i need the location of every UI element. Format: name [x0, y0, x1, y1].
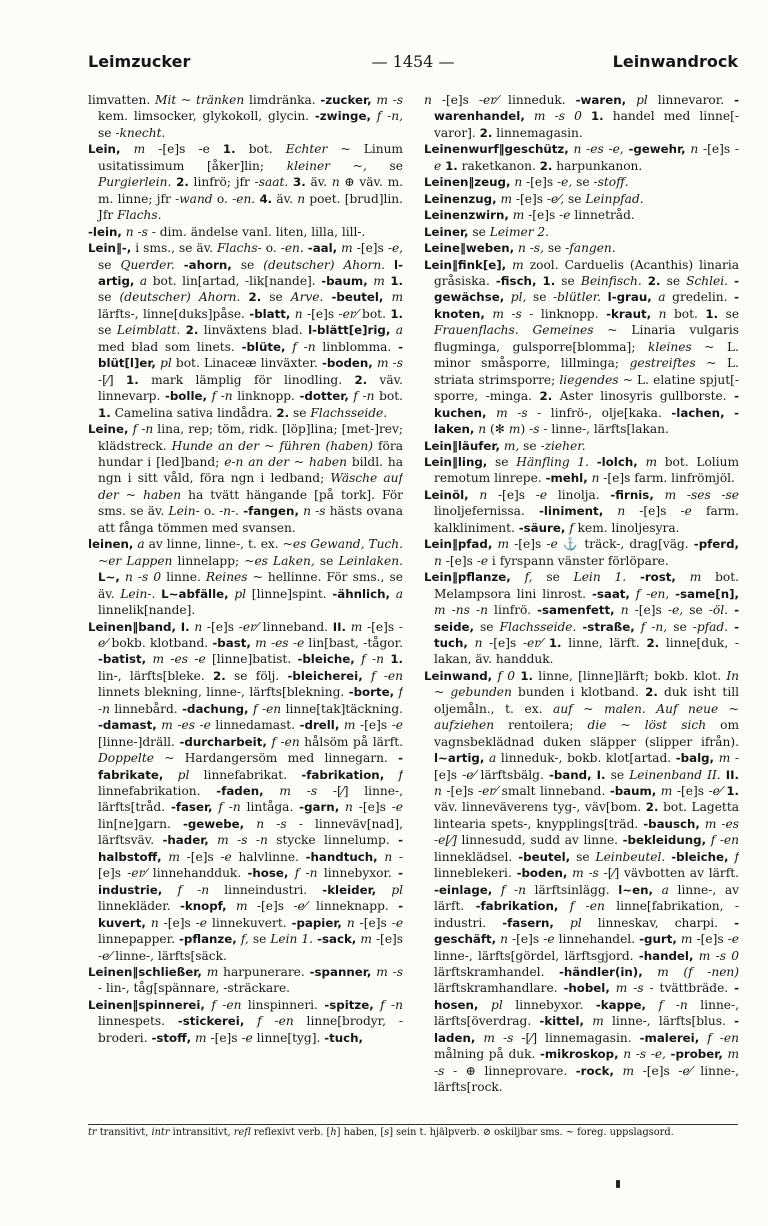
abbreviation-footer: tr transitivt, intr intransitivt, refl reflexivt verb. [h] haben, [s] sein t. hjälpverb. ⊘ oskiljbar sms. ~ foreg. uppslagsord. — [88, 1127, 674, 1138]
dictionary-entry: Lein, m -[e]s -e 1. bot. Echter ~ Linum usitatissimum [åker]lin; kleiner ~, se Purgierlein. 2. linfrö; jfr -saat. 3. äv. n ⊕ väv. m. m. linne; jfr -wand o. -en. 4. äv. n poet. [brud]lin. Jfr Flachs. — [88, 142, 403, 223]
dictionary-entry: Lein‖läufer, m, se -zieher. — [424, 438, 586, 453]
footer-rule — [88, 1124, 738, 1125]
dictionary-entry: -lein, n -s - dim. ändelse vanl. liten, lilla, lill-. — [88, 224, 366, 239]
dictionary-entry: Leinen‖zeug, n -[e]s -e, se -stoff. — [424, 175, 629, 190]
dictionary-entry: limvatten. Mit ~ tränken limdränka. -zucker, m -s kem. limsocker, glykokoll, glycin. -zwinge, f -n, se -knecht. — [88, 93, 403, 140]
dictionary-entry: Leinen‖spinnerei, f -en linspinneri. -spitze, f -n linnespets. -stickerei, f -en linne[brodyr, -broderi. -stoff, m -[e]s -e linne[tyg]. -tuch, — [88, 997, 403, 1045]
dictionary-entry: Leinenzug, m -[e]s -e⁄, se Leinpfad. — [424, 191, 644, 206]
page-mark — [616, 1180, 620, 1188]
dictionary-entry: Lein‖pfad, m -[e]s -e ⚓ träck-, drag[väg. -pferd, n -[e]s -e i fyrspann vänster förlöpare. — [424, 537, 739, 568]
dictionary-entry: Leinenzwirn, m -[e]s -e linnetråd. — [424, 208, 635, 223]
dictionary-entry: Lein‖fink[e], m zool. Carduelis (Acanthis) linaria gråsiska. -fisch, 1. se Beinfisch. 2. se Schlei. -gewächse, pl, se -blütler. l-grau, a gredelin. -knoten, m -s - linknopp. -kraut, n bot. 1. se Frauenflachs. Gemeines ~ Linaria vulgaris flugminga, gulsporre[blomma]; kleines ~ L. minor småsporre, lillminga; gestreiftes ~ L. striata strimsporre; liegendes ~ L. elatine spjut[-sporre, -minga. 2. Aster linosyris gullborste. -kuchen, m -s - linfrö-, olje[kaka. -lachen, -laken, n (✻ m) -s - linne-, lärfts[lakan. — [424, 257, 739, 437]
dictionary-entry: Lein‖ling, se Hänfling 1. -lolch, m bot. Lolium remotum linrepe. -mehl, n -[e]s farm. linfrömjöl. — [424, 454, 739, 486]
page-number: — 1454 — — [371, 52, 455, 71]
dictionary-entry: Leinöl, n -[e]s -e linolja. -firnis, m -ses -se linoljefernissa. -liniment, n -[e]s -e farm. kalkliniment. -säure, f kem. linoljesyra. — [424, 487, 739, 535]
left-column — [88, 92, 403, 1120]
dictionary-entry: Leinenwurf‖geschütz, n -es -e, -gewehr, n -[e]s -e 1. raketkanon. 2. harpunkanon. — [424, 142, 739, 173]
dictionary-entry: Leine‖weben, n -s, se -fangen. — [424, 241, 616, 256]
dictionary-entry: leinen, a av linne, linne-, t. ex. ~es Gewand, Tuch. ~er Lappen linnelapp; ~es Laken, se Leinlaken. L~, n -s 0 linne. Reines ~ hellinne. För sms., se äv. Lein-. L~abfälle, pl [linne]spint. -ähnlich, a linnelik[nande]. — [88, 537, 403, 618]
dictionary-entry: Leinen‖schließer, m harpunerare. -spanner, m -s - lin-, tåg[spännare, -sträckare. — [88, 965, 403, 996]
header-left-guide-word: Leimzucker — [88, 52, 191, 71]
right-column — [424, 92, 739, 1120]
header-right-guide-word: Leinwandrock — [612, 52, 738, 71]
dictionary-entry: n -[e]s -er⁄ linneduk. -waren, pl linnevaror. -warenhandel, m -s 0 1. handel med linne[-varor]. 2. linnemagasin. — [424, 93, 739, 140]
dictionary-entry: Leinwand, f 0 1. linne, [linne]lärft; bokb. klot. In ~ gebunden bunden i klotband. 2. duk isht till oljemåln., t. ex. auf ~ malen. Auf neue ~ aufziehen rentoilera; die ~ löst sich om vagnsbeklädnad duken släpper (slipper ifrån). l~artig, a linneduk-, bokb. klot[artad. -balg, m -[e]s -e⁄ lärftsbälg. -band, I. se Leinenband II. II. n -[e]s -er⁄ smalt linneband. -baum, m -[e]s -e⁄ 1. väv. linneväverens tyg-, väv[bom. 2. bot. Lagetta lintearia spets-, knypplings[träd. -bausch, m -es -e[⁄] linnesudd, sudd av linne. -bekleidung, f -en linneklädsel. -beutel, se Leinbeutel. -bleiche, f linneblekeri. -boden, m -s -[⁄] vävbotten av lärft. -einlage, f -n lärftsinlägg. l~en, a linne-, av lärft. -fabrikation, f -en linne[fabrikation, -industri. -fasern, pl linneskav, charpi. -geschäft, n -[e]s -e linnehandel. -gurt, m -[e]s -e linne-, lärfts[gördel, lärftsgjord. -handel, m -s 0 lärftskramhandel. -händler(in), m (f -nen) lärftskramhandlare. -hobel, m -s - tvättbräde. -hosen, pl linnebyxor. -kappe, f -n linne-, lärfts[överdrag. -kittel, m linne-, lärfts[blus. -laden, m -s -[⁄] linnemagasin. -malerei, f -en målning på duk. -mikroskop, n -s -e, -prober, m -s - ⊕ linneprovare. -rock, m -[e]s -e⁄ linne-, lärfts[rock. — [424, 668, 739, 1095]
page-header — [88, 52, 738, 80]
dictionary-entry: Leinen‖band, I. n -[e]s -er⁄ linneband. II. m -[e]s -e⁄ bokb. klotband. -bast, m -es -e lin[bast, -tågor. -batist, m -es -e [linne]batist. -bleiche, f -n 1. lin-, lärfts[bleke. 2. se följ. -bleicherei, f -en linnets blekning, linne-, lärfts[blekning. -borte, f -n linnebård. -dachung, f -en linne[tak]täckning. -damast, m -es -e linnedamast. -drell, m -[e]s -e [linne-]dräll. -durcharbeit, f -en hålsöm på lärft. Doppelte ~ Hardangersöm med linnegarn. -fabrikate, pl linnefabrikat. -fabrikation, f linnefabrikation. -faden, m -s -[⁄] linne-, lärfts[tråd. -faser, f -n lintåga. -garn, n -[e]s -e lin[ne]garn. -gewebe, n -s - linneväv[nad], lärftsväv. -hader, m -s -n stycke linnelump. -halbstoff, m -[e]s -e halvlinne. -handtuch, n -[e]s -er⁄ linnehandduk. -hose, f -n linnebyxor. -industrie, f -n linneindustri. -kleider, pl linnekläder. -knopf, m -[e]s -e⁄ linneknapp. -kuvert, n -[e]s -e linnekuvert. -papier, n -[e]s -e linnepapper. -pflanze, f, se Lein 1. -sack, m -[e]s -e⁄ linne-, lärfts[säck. — [88, 619, 403, 963]
dictionary-entry: Leine, f -n lina, rep; töm, ridk. [löp]lina; [met-]rev; klädstreck. Hunde an der ~ führen (haben) föra hundar i [led]band; e-n an der ~ haben bildl. ha ngn i sitt våld, föra ngn i ledband; Wäsche auf der ~ haben ha tvätt hängande [på tork]. För sms. se äv. Lein- o. -n-. -fangen, n -s hästs ovana att fånga tömmen med svansen. — [88, 422, 403, 535]
dictionary-entry: Lein‖-, i sms., se äv. Flachs- o. -en. -aal, m -[e]s -e, se Querder. -ahorn, se (deutscher) Ahorn. l-artig, a bot. lin[artad, -lik[nande]. -baum, m 1. se (deutscher) Ahorn. 2. se Arve. -beutel, m lärfts-, linne[duks]påse. -blatt, n -[e]s -er⁄ bot. 1. se Leimblatt. 2. linväxtens blad. l-blätt[e]rig, a med blad som linets. -blüte, f -n linblomma. -blüt[l]er, pl bot. Linaceæ linväxter. -boden, m -s -[⁄] 1. mark lämplig för linodling. 2. väv. linnevarp. -bolle, f -n linknopp. -dotter, f -n bot. 1. Camelina sativa lindådra. 2. se Flachsseide. — [88, 241, 403, 420]
dictionary-entry: Leiner, se Leimer 2. — [424, 224, 550, 239]
dictionary-entry: Lein‖pflanze, f, se Lein 1. -rost, m bot. Melampsora lini linrost. -saat, f -en, -same[n], m -ns -n linfrö. -samenfett, n -[e]s -e, se -öl. -seide, se Flachsseide. -straße, f -n, se -pfad. -tuch, n -[e]s -er⁄ 1. linne, lärft. 2. linne[duk, -lakan, äv. handduk. — [424, 570, 739, 667]
